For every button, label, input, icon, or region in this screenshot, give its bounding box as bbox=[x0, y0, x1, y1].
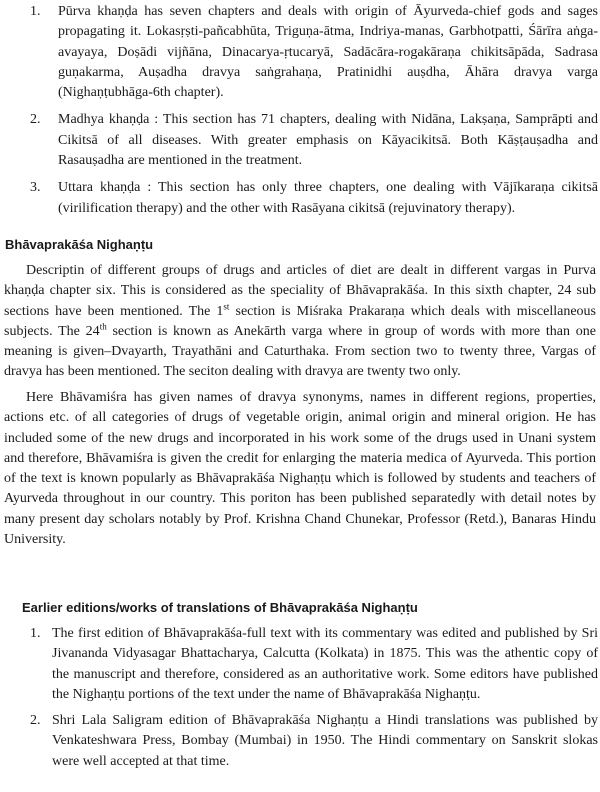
list-item bbox=[0, 624, 598, 705]
list-text: Shri Lala Saligram edition of Bhāvaprakāśa Nighaṇṭu a Hindi translations was published by Venkateshwara Press, Bombay (Mumbai) in 1950. The Hindi commentary on Sanskrit slokas were well accepted at that time. bbox=[52, 713, 598, 769]
list-text: Uttara khaṇḍa : This section has only three chapters, one dealing with Vājīkaraṇa cikitsā (virilification therapy) and the other with Rasāyana cikitsā (rejuvinatory therapy). bbox=[58, 180, 598, 216]
section-heading: Earlier editions/works of translations of Bhāvaprakāśa Nighaṇṭu bbox=[22, 600, 418, 615]
list-text: The first edition of Bhāvaprakāśa-full text with its commentary was edited and published by Sri Jivananda Vidyasagar Bhattacharya, Calcutta (Kolkata) in 1875. This was the athentic copy of the manuscript and therefore, considered as an authoritative work. Some editors have published the Nighaṇṭu portions of the text under the name of Bhāvaprakāśa Nighaṇṭu. bbox=[52, 626, 598, 702]
list-item bbox=[0, 711, 598, 772]
list-number: 3. bbox=[30, 180, 41, 196]
paragraph: Descriptin of different groups of drugs and articles of diet are dealt in different vargas in Purva khaṇḍa chapter six. This is considered as the speciality of Bhāvaprakāśa. In this sixth chapter, 24 sub sections have been mentioned. The 1st section is Miśraka Prakaraṇa which deals with miscellaneous subjects. The 24th section is known as Anekārth varga where in group of words with more than one meaning is given–Dvayarth, Trayathāni and Caturthaka. From section two to twenty three, Vargas of dravya has been mentioned. The seciton dealing with dravya are twenty two only. bbox=[4, 263, 597, 380]
list-number: 2. bbox=[30, 713, 41, 729]
list-text: Madhya khaṇḍa : This section has 71 chapters, dealing with Nidāna, Lakṣaṇa, Samprāpti and Cikitsā of all diseases. With greater emphasis on Kāyacikitsā. Both Kāṣṭauṣadha and Rasauṣadha are mentioned in the treatment. bbox=[58, 112, 598, 169]
section-heading: Bhāvaprakāśa Nighaṇṭu bbox=[5, 237, 154, 252]
khanda-list bbox=[0, 2, 598, 226]
list-number: 2. bbox=[30, 112, 41, 128]
list-item bbox=[0, 178, 598, 219]
editions-list bbox=[0, 624, 598, 778]
list-item bbox=[0, 110, 598, 171]
list-text: Pūrva khaṇḍa has seven chapters and deals with origin of Āyurveda-chief gods and sages propagating it. Lokasṛṣti-pañcabhūta, Triguṇa-ātma, Indriya-manas, Garbhotpatti, Śārīra aṅga-avayaya, Doṣādi vijñāna, Dinacarya-ṛtucaryā, Sadācāra-rogakāraṇa chikitsāpāda, Sadrasa guṇakarma, Auṣadha dravya saṅgrahaṇa, Pratinidhi auṣdha, Āhāra dravya varga (Nighaṇṭubhāga-6th chapter). bbox=[58, 4, 598, 101]
list-number: 1. bbox=[30, 626, 41, 641]
paragraph: Here Bhāvamiśra has given names of dravya synonyms, names in different regions, properties, actions etc. of all categories of drugs of vegetable origin, animal origin and mineral origion. He has included some of the new drugs and incorporated in his work some of the drugs used in Unani system and therefore, Bhāvamiśra is given the credit for enlarging the materia medica of Ayurveda. This portion of the text is known popularly as Bhāvaprakāśa Nighaṇṭu which is followed by students and teachers of Ayurveda throughout in our country. This poriton has been published separatedly with detail notes by many present day scholars notably by Prof. Krishna Chand Chunekar, Professor (Retd.), Banaras Hindu University. bbox=[4, 390, 596, 548]
list-number: 1. bbox=[30, 4, 41, 19]
list-item bbox=[0, 2, 598, 103]
